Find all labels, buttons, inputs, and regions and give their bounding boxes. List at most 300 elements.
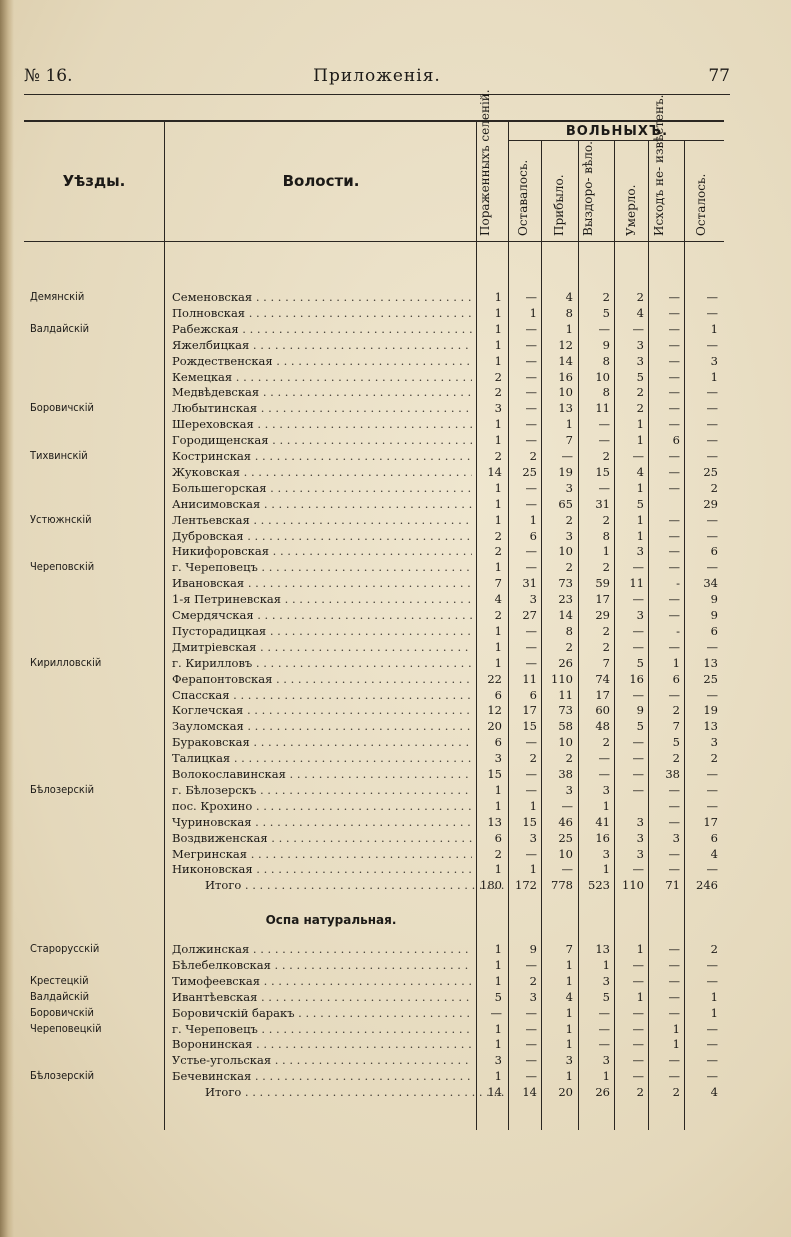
- arrived-cell: 1: [565, 417, 573, 432]
- unknown-cell: 5: [672, 735, 680, 750]
- affected-cell: 1: [494, 957, 502, 972]
- remained-before-cell: —: [525, 623, 537, 638]
- arrived-cell: 25: [558, 830, 573, 845]
- remained-cell: 3: [710, 735, 718, 750]
- recovered-cell: —: [598, 1005, 610, 1020]
- remained-before-cell: —: [525, 369, 537, 384]
- remained-cell: 1: [710, 1005, 718, 1020]
- affected-cell: 1: [494, 1069, 502, 1084]
- recovered-cell: 17: [595, 687, 610, 702]
- died-cell: 2: [636, 385, 644, 400]
- remained-cell: 25: [703, 671, 718, 686]
- recovered-cell: 2: [602, 560, 610, 575]
- volost-cell: Шереховская . . .: [172, 417, 472, 431]
- recovered-cell: 1: [602, 1069, 610, 1084]
- uezd-cell: Череповецкій: [30, 1021, 102, 1035]
- remained-cell: 1: [710, 321, 718, 336]
- affected-cell: 1: [494, 862, 502, 877]
- remained-before-cell: 3: [529, 989, 537, 1004]
- remained-before-cell: 6: [529, 528, 537, 543]
- volost-cell: Воздвиженская . . .: [172, 831, 472, 845]
- remained-before-cell: —: [525, 782, 537, 797]
- died-cell: —: [632, 623, 644, 638]
- died-cell: —: [632, 1005, 644, 1020]
- arrived-cell: 110: [551, 671, 573, 686]
- volost-cell: Яжелбицкая . . .: [172, 338, 472, 352]
- remained-cell: 6: [710, 830, 718, 845]
- recovered-cell: 7: [602, 655, 610, 670]
- affected-cell: 1: [494, 512, 502, 527]
- uezd-cell: Устюжнскій: [30, 512, 92, 526]
- remained-cell: —: [706, 798, 718, 813]
- remained-before-cell: —: [525, 480, 537, 495]
- died-cell: —: [632, 782, 644, 797]
- remained-cell: 17: [703, 814, 718, 829]
- arrived-cell: 7: [565, 433, 573, 448]
- volost-cell: г. Череповецъ . . .: [172, 560, 472, 574]
- volost-cell: Смердячская . . .: [172, 608, 472, 622]
- unknown-cell: 1: [672, 1021, 680, 1036]
- volost-cell: Бечевинская . . .: [172, 1069, 472, 1083]
- recovered-column-header: Выздоро- вѣло.: [581, 141, 595, 236]
- affected-cell: 4: [494, 592, 502, 607]
- affected-cell: 1: [494, 496, 502, 511]
- unknown-cell: —: [668, 973, 680, 988]
- arrived-cell: 3: [565, 1053, 573, 1068]
- remained-before-cell: 1: [529, 305, 537, 320]
- unknown-cell: 2: [672, 703, 680, 718]
- total-arrived-cell: 778: [551, 878, 573, 893]
- remained-before-cell: —: [525, 544, 537, 559]
- affected-cell: 12: [487, 703, 502, 718]
- died-cell: 3: [636, 544, 644, 559]
- remained-cell: —: [706, 1037, 718, 1052]
- uezd-cell: Демянскій: [30, 290, 85, 303]
- recovered-cell: 2: [602, 623, 610, 638]
- died-cell: 1: [636, 417, 644, 432]
- volost-cell: Боровичскій баракъ . . .: [172, 1006, 472, 1020]
- affected-cell: 1: [494, 305, 502, 320]
- arrived-cell: 14: [558, 608, 573, 622]
- remained-cell: —: [706, 560, 718, 575]
- remained-before-cell: 1: [529, 512, 537, 527]
- affected-cell: 3: [494, 1053, 502, 1068]
- remained-cell: 19: [703, 703, 718, 718]
- unknown-cell: —: [668, 544, 680, 559]
- arrived-cell: 73: [558, 576, 573, 591]
- died-cell: 1: [636, 942, 644, 956]
- recovered-cell: 13: [595, 942, 610, 956]
- volost-cell: Волокославинская . . .: [172, 767, 472, 781]
- remained-before-cell: 6: [529, 687, 537, 702]
- volost-cell: Костринская . . .: [172, 449, 472, 463]
- died-cell: 3: [636, 608, 644, 622]
- affected-cell: 6: [494, 830, 502, 845]
- remained-before-cell: —: [525, 433, 537, 448]
- volost-cell: Полновская . . .: [172, 306, 472, 320]
- volost-cell: Ферапонтовская . . .: [172, 672, 472, 686]
- total-label: Итого . . .: [205, 1085, 505, 1099]
- recovered-cell: 5: [602, 305, 610, 320]
- volost-cell: Кемецкая . . .: [172, 370, 472, 384]
- remained-cell: 13: [703, 719, 718, 734]
- remained-cell: 2: [710, 480, 718, 495]
- died-cell: —: [632, 767, 644, 781]
- remained-cell: 9: [710, 608, 718, 622]
- recovered-cell: 8: [602, 385, 610, 400]
- recovered-cell: —: [598, 1021, 610, 1036]
- unknown-cell: —: [668, 1005, 680, 1020]
- remained-before-column-header: Оставалось.: [516, 159, 530, 236]
- affected-cell: 1: [494, 560, 502, 575]
- affected-cell: 1: [494, 321, 502, 336]
- died-cell: —: [632, 1053, 644, 1068]
- arrived-cell: 4: [565, 989, 573, 1004]
- arrived-cell: 12: [558, 337, 573, 352]
- volost-cell: Дмитріевская . . .: [172, 640, 472, 654]
- recovered-cell: 1: [602, 544, 610, 559]
- volost-cell: Дубровская . . .: [172, 529, 472, 543]
- recovered-cell: 9: [602, 337, 610, 352]
- remained-cell: 6: [710, 623, 718, 638]
- remained-before-cell: —: [525, 735, 537, 750]
- uezd-cell: Валдайскій: [30, 321, 90, 335]
- affected-cell: 7: [494, 576, 502, 591]
- remained-before-cell: —: [525, 1069, 537, 1084]
- remained-before-cell: —: [525, 655, 537, 670]
- unknown-cell: —: [668, 417, 680, 432]
- affected-cell: 14: [487, 464, 502, 479]
- total-remained-cell: 4: [710, 1085, 718, 1100]
- affected-cell: 1: [494, 798, 502, 813]
- remained-cell: 13: [703, 655, 718, 670]
- uezd-column-header: Уѣзды.: [62, 172, 126, 190]
- remained-before-cell: —: [525, 1005, 537, 1020]
- affected-cell: 13: [487, 814, 502, 829]
- section-title-smallpox: Оспа натуральная.: [265, 913, 397, 927]
- died-column-header: Умерло.: [624, 184, 638, 236]
- affected-cell: —: [490, 1005, 502, 1020]
- unknown-cell: —: [668, 480, 680, 495]
- volost-cell: 1-я Петриневская . . .: [172, 592, 472, 606]
- unknown-cell: 6: [672, 671, 680, 686]
- remained-before-cell: 9: [529, 942, 537, 956]
- recovered-cell: 1: [602, 862, 610, 877]
- unknown-cell: -: [676, 623, 680, 638]
- total-unknown-cell: 2: [672, 1085, 680, 1100]
- unknown-cell: 3: [672, 830, 680, 845]
- arrived-cell: 26: [558, 655, 573, 670]
- remained-before-cell: —: [525, 560, 537, 575]
- recovered-cell: 3: [602, 973, 610, 988]
- arrived-cell: 38: [558, 767, 573, 781]
- died-cell: 4: [636, 305, 644, 320]
- unknown-cell: —: [668, 337, 680, 352]
- volost-cell: Пусторадицкая . . .: [172, 624, 472, 638]
- volost-cell: Никифоровская . . .: [172, 544, 472, 558]
- unknown-cell: —: [668, 401, 680, 416]
- recovered-cell: —: [598, 433, 610, 448]
- volost-cell: Ивантѣевская . . .: [172, 990, 472, 1004]
- total-remained-before-cell: 14: [522, 1085, 537, 1100]
- volost-cell: Ивановская . . .: [172, 576, 472, 590]
- total-unknown-cell: 71: [665, 878, 680, 893]
- arrived-cell: 65: [558, 496, 573, 511]
- uezd-cell: Кирилловскій: [30, 655, 102, 669]
- volost-cell: Любытинская . . .: [172, 401, 472, 415]
- recovered-cell: 59: [595, 576, 610, 591]
- affected-cell: 1: [494, 417, 502, 432]
- volost-cell: Зауломская . . .: [172, 719, 472, 733]
- header-rule: [24, 94, 730, 95]
- total-recovered-cell: 26: [595, 1085, 610, 1100]
- book-spine-shadow: [0, 0, 14, 1237]
- arrived-cell: 2: [565, 512, 573, 527]
- unknown-cell: 1: [672, 1037, 680, 1052]
- died-cell: —: [632, 592, 644, 607]
- unknown-cell: 1: [672, 655, 680, 670]
- died-cell: —: [632, 973, 644, 988]
- arrived-cell: 1: [565, 321, 573, 336]
- remained-before-cell: 3: [529, 592, 537, 607]
- died-cell: 2: [636, 290, 644, 304]
- affected-cell: 1: [494, 623, 502, 638]
- died-cell: 1: [636, 433, 644, 448]
- remained-before-cell: —: [525, 957, 537, 972]
- volost-cell: Анисимовская . . .: [172, 497, 472, 511]
- recovered-cell: 31: [595, 496, 610, 511]
- volost-cell: Бураковская . . .: [172, 735, 472, 749]
- page-number: 77: [708, 66, 730, 86]
- died-cell: —: [632, 321, 644, 336]
- volost-cell: Городищенская . . .: [172, 433, 472, 447]
- affected-cell: 20: [487, 719, 502, 734]
- recovered-cell: 2: [602, 639, 610, 654]
- group-header-free: ВОЛЬНЫХЪ.: [565, 124, 669, 139]
- arrived-cell: 1: [565, 957, 573, 972]
- volost-cell: Рабежская . . .: [172, 322, 472, 336]
- arrived-cell: 1: [565, 1069, 573, 1084]
- arrived-cell: 1: [565, 973, 573, 988]
- affected-cell: 1: [494, 973, 502, 988]
- died-cell: 5: [636, 369, 644, 384]
- volost-cell: Устье-угольская . . .: [172, 1053, 472, 1067]
- recovered-cell: 2: [602, 290, 610, 304]
- died-cell: —: [632, 687, 644, 702]
- volost-cell: Мегринская . . .: [172, 847, 472, 861]
- recovered-cell: 29: [595, 608, 610, 622]
- uezd-cell: Крестецкій: [30, 973, 89, 987]
- volost-cell: г. Кирилловъ . . .: [172, 656, 472, 670]
- remained-before-cell: 2: [529, 449, 537, 463]
- uezd-cell: Бѣлозерскій: [30, 782, 95, 796]
- arrived-cell: 46: [558, 814, 573, 829]
- remained-before-cell: 15: [522, 719, 537, 734]
- died-cell: —: [632, 862, 644, 877]
- remained-before-cell: 27: [522, 608, 537, 622]
- recovered-cell: —: [598, 767, 610, 781]
- arrived-cell: 4: [565, 290, 573, 304]
- total-remained-before-cell: 172: [515, 878, 537, 893]
- uezd-cell: Боровичскій: [30, 401, 94, 415]
- died-cell: —: [632, 1037, 644, 1052]
- unknown-cell: 2: [672, 751, 680, 766]
- unknown-cell: —: [668, 353, 680, 368]
- recovered-cell: 41: [595, 814, 610, 829]
- arrived-cell: —: [561, 449, 573, 463]
- unknown-cell: —: [668, 989, 680, 1004]
- arrived-cell: —: [561, 862, 573, 877]
- total-remained-cell: 246: [696, 878, 718, 893]
- remained-before-cell: —: [525, 337, 537, 352]
- recovered-cell: 1: [602, 798, 610, 813]
- remained-before-cell: 25: [522, 464, 537, 479]
- recovered-cell: 2: [602, 512, 610, 527]
- arrived-cell: 2: [565, 639, 573, 654]
- running-head: [24, 66, 730, 88]
- affected-cell: 1: [494, 1037, 502, 1052]
- remained-cell: —: [706, 512, 718, 527]
- header-bottom-rule: [24, 241, 724, 242]
- died-cell: —: [632, 957, 644, 972]
- remained-before-cell: —: [525, 496, 537, 511]
- volost-cell: Чуриновская . . .: [172, 815, 472, 829]
- affected-cell: 1: [494, 639, 502, 654]
- affected-cell: 2: [494, 846, 502, 861]
- died-cell: —: [632, 751, 644, 766]
- died-cell: 1: [636, 989, 644, 1004]
- volost-column-header: Волости.: [282, 172, 360, 190]
- recovered-cell: 2: [602, 449, 610, 463]
- died-cell: —: [632, 1021, 644, 1036]
- volost-cell: Лентьевская . . .: [172, 513, 472, 527]
- arrived-cell: 11: [558, 687, 573, 702]
- unknown-cell: —: [668, 1053, 680, 1068]
- affected-column-header: Пораженныхъ селеній.: [478, 89, 492, 236]
- affected-cell: 2: [494, 544, 502, 559]
- uezd-cell: Старорусскій: [30, 942, 100, 955]
- volost-cell: пос. Крохино . . .: [172, 799, 472, 813]
- unknown-cell: —: [668, 942, 680, 956]
- remained-cell: —: [706, 433, 718, 448]
- total-recovered-cell: 523: [588, 878, 610, 893]
- remained-cell: 4: [710, 846, 718, 861]
- affected-cell: 3: [494, 751, 502, 766]
- unknown-cell: —: [668, 528, 680, 543]
- total-died-cell: 2: [636, 1085, 644, 1100]
- affected-cell: 1: [494, 655, 502, 670]
- died-cell: 2: [636, 401, 644, 416]
- recovered-cell: 17: [595, 592, 610, 607]
- arrived-cell: 58: [558, 719, 573, 734]
- died-cell: 11: [629, 576, 644, 591]
- unknown-cell: —: [668, 512, 680, 527]
- arrived-cell: 3: [565, 782, 573, 797]
- affected-cell: 1: [494, 337, 502, 352]
- unknown-cell: —: [668, 814, 680, 829]
- recovered-cell: 3: [602, 846, 610, 861]
- unknown-cell: —: [668, 957, 680, 972]
- died-cell: 1: [636, 512, 644, 527]
- died-cell: 5: [636, 496, 644, 511]
- arrived-cell: 1: [565, 1037, 573, 1052]
- volost-cell: Воронинская . . .: [172, 1037, 472, 1051]
- remained-cell: 6: [710, 544, 718, 559]
- affected-cell: 22: [487, 671, 502, 686]
- remained-cell: —: [706, 687, 718, 702]
- remained-cell: —: [706, 782, 718, 797]
- volost-cell: Семеновская . . .: [172, 290, 472, 304]
- total-died-cell: 110: [622, 878, 644, 893]
- volost-cell: Никоновская . . .: [172, 862, 472, 876]
- volost-cell: Бѣлебелковская . . .: [172, 958, 472, 972]
- remained-cell: 9: [710, 592, 718, 607]
- affected-cell: 2: [494, 449, 502, 463]
- unknown-cell: —: [668, 1069, 680, 1084]
- arrived-cell: 3: [565, 528, 573, 543]
- unknown-cell: 38: [665, 767, 680, 781]
- remained-cell: —: [706, 1053, 718, 1068]
- affected-cell: 3: [494, 401, 502, 416]
- remained-cell: —: [706, 401, 718, 416]
- remained-before-cell: —: [525, 290, 537, 304]
- arrived-cell: 2: [565, 751, 573, 766]
- unknown-cell: —: [668, 639, 680, 654]
- affected-cell: 1: [494, 782, 502, 797]
- recovered-cell: 60: [595, 703, 610, 718]
- remained-cell: 3: [710, 353, 718, 368]
- remained-column-header: Осталось.: [694, 173, 708, 236]
- remained-before-cell: —: [525, 1053, 537, 1068]
- died-cell: 5: [636, 655, 644, 670]
- remained-cell: 2: [710, 751, 718, 766]
- remained-before-cell: 2: [529, 973, 537, 988]
- recovered-cell: 74: [595, 671, 610, 686]
- remained-cell: 2: [710, 942, 718, 956]
- arrived-cell: 16: [558, 369, 573, 384]
- unknown-cell: —: [668, 862, 680, 877]
- remained-before-cell: 3: [529, 830, 537, 845]
- remained-cell: —: [706, 449, 718, 463]
- died-cell: 4: [636, 464, 644, 479]
- unknown-cell: —: [668, 592, 680, 607]
- arrived-cell: 8: [565, 623, 573, 638]
- unknown-cell: —: [668, 608, 680, 622]
- recovered-cell: —: [598, 480, 610, 495]
- remained-cell: —: [706, 862, 718, 877]
- running-title: Приложенія.: [313, 66, 441, 86]
- group-header-rule: [508, 140, 724, 141]
- arrived-cell: 1: [565, 1005, 573, 1020]
- recovered-cell: 15: [595, 464, 610, 479]
- unknown-cell: —: [668, 687, 680, 702]
- affected-cell: 5: [494, 989, 502, 1004]
- remained-cell: —: [706, 290, 718, 304]
- volost-cell: Коглечская . . .: [172, 703, 472, 717]
- died-cell: 3: [636, 846, 644, 861]
- total-label: Итого . . .: [205, 878, 505, 892]
- uezd-cell: Бѣлозерскій: [30, 1069, 95, 1083]
- remained-cell: —: [706, 767, 718, 781]
- arrived-cell: 10: [558, 846, 573, 861]
- remained-before-cell: 31: [522, 576, 537, 591]
- volost-cell: Спасская . . .: [172, 688, 472, 702]
- remained-cell: —: [706, 417, 718, 432]
- remained-before-cell: —: [525, 846, 537, 861]
- remained-cell: 25: [703, 464, 718, 479]
- arrived-cell: 13: [558, 401, 573, 416]
- remained-before-cell: —: [525, 1037, 537, 1052]
